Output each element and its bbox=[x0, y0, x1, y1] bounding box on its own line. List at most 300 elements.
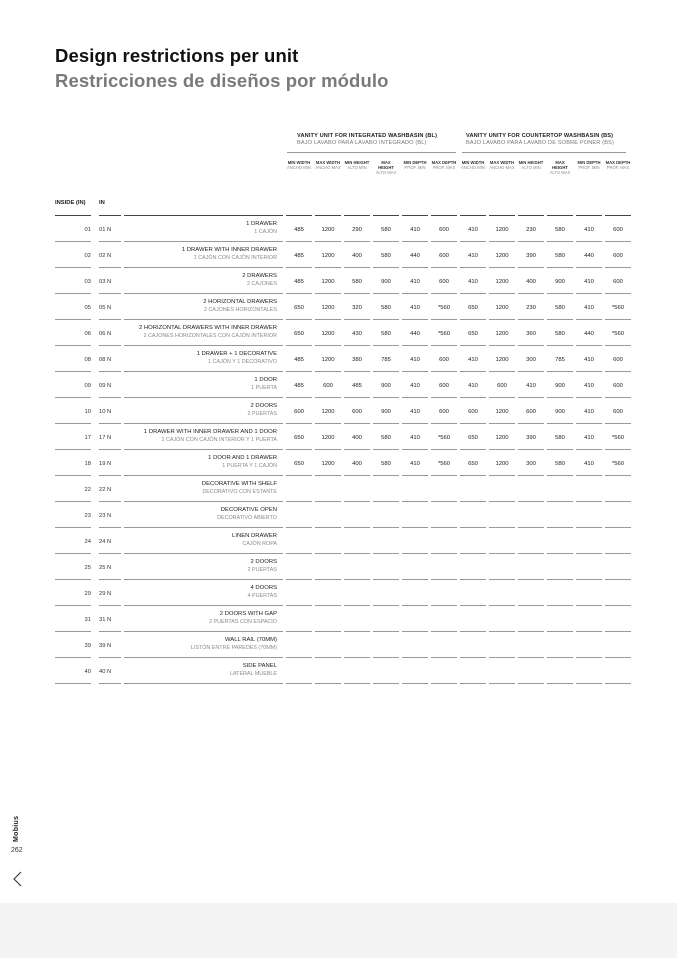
row-rule bbox=[402, 553, 428, 554]
row-rule bbox=[373, 527, 399, 528]
dimension-value: 900 bbox=[381, 279, 391, 285]
unit-name-es: DECORATIVO CON ESTANTE bbox=[202, 488, 277, 495]
column-header bbox=[518, 160, 544, 170]
header-rule bbox=[431, 215, 457, 216]
dimension-value: 390 bbox=[526, 253, 536, 259]
row-rule bbox=[344, 449, 370, 450]
row-rule bbox=[286, 241, 312, 242]
in-code: 02 N bbox=[99, 253, 112, 259]
unit-name-en: 2 HORIZONTAL DRAWERS bbox=[203, 299, 277, 305]
group-title-en: VANITY UNIT FOR INTEGRATED WASHBASIN (BL) bbox=[297, 133, 438, 139]
row-rule bbox=[547, 397, 573, 398]
row-rule bbox=[315, 631, 341, 632]
row-rule bbox=[344, 423, 370, 424]
dimension-value: 600 bbox=[439, 383, 449, 389]
row-rule bbox=[605, 397, 631, 398]
dimension-value: 410 bbox=[468, 383, 478, 389]
unit-name-es: 2 CAJONES HORIZONTALES bbox=[204, 306, 277, 313]
dimension-value: 600 bbox=[468, 409, 478, 415]
header-rule bbox=[460, 215, 486, 216]
dimension-value: 400 bbox=[352, 435, 362, 441]
row-rule bbox=[55, 475, 91, 476]
row-rule bbox=[373, 553, 399, 554]
row-rule bbox=[373, 605, 399, 606]
dimension-value: 650 bbox=[294, 305, 304, 311]
row-rule bbox=[431, 293, 457, 294]
header-rule bbox=[344, 215, 370, 216]
row-rule bbox=[55, 605, 91, 606]
row-rule bbox=[489, 527, 515, 528]
row-rule bbox=[576, 345, 602, 346]
row-rule bbox=[286, 319, 312, 320]
dimension-value: 785 bbox=[381, 357, 391, 363]
dimension-value: 1200 bbox=[321, 279, 335, 285]
row-rule bbox=[402, 267, 428, 268]
row-rule bbox=[373, 423, 399, 424]
dimension-value: *560 bbox=[611, 305, 625, 311]
dimension-value: 580 bbox=[352, 279, 362, 285]
row-rule bbox=[124, 501, 283, 502]
column-header-es: ALTO MIN bbox=[347, 165, 367, 171]
row-rule bbox=[518, 475, 544, 476]
row-rule bbox=[124, 319, 283, 320]
row-rule bbox=[431, 423, 457, 424]
row-rule bbox=[286, 553, 312, 554]
row-rule bbox=[547, 683, 573, 684]
row-rule bbox=[460, 475, 486, 476]
row-rule bbox=[518, 631, 544, 632]
in-code: 25 N bbox=[99, 565, 112, 571]
row-rule bbox=[373, 371, 399, 372]
unit-description bbox=[124, 221, 277, 236]
row-rule bbox=[402, 397, 428, 398]
row-rule bbox=[99, 267, 121, 268]
dimension-value: 485 bbox=[294, 383, 304, 389]
dimension-value: 1200 bbox=[321, 305, 335, 311]
dimension-value: 1200 bbox=[495, 305, 509, 311]
unit-name-en: 2 DOORS WITH GAP bbox=[219, 611, 277, 617]
inside-label: INSIDE (IN) bbox=[55, 200, 86, 206]
row-rule bbox=[605, 475, 631, 476]
row-rule bbox=[518, 579, 544, 580]
row-rule bbox=[547, 241, 573, 242]
row-rule bbox=[460, 241, 486, 242]
inside-code: 10 bbox=[84, 409, 91, 415]
dimension-value: 900 bbox=[555, 279, 565, 285]
dimension-value: 600 bbox=[613, 253, 623, 259]
column-header bbox=[460, 160, 486, 170]
dimension-value: 650 bbox=[294, 461, 304, 467]
row-rule bbox=[286, 397, 312, 398]
row-rule bbox=[402, 345, 428, 346]
row-rule bbox=[99, 683, 121, 684]
in-code: 08 N bbox=[99, 357, 112, 363]
dimension-value: 485 bbox=[294, 357, 304, 363]
dimension-value: 380 bbox=[352, 357, 362, 363]
unit-name-es: 1 CAJÓN CON CAJÓN INTERIOR bbox=[193, 254, 277, 261]
dimension-value: 230 bbox=[526, 227, 536, 233]
dimension-value: 410 bbox=[584, 357, 594, 363]
row-rule bbox=[431, 579, 457, 580]
row-rule bbox=[431, 501, 457, 502]
dimension-value: 600 bbox=[439, 409, 449, 415]
row-rule bbox=[99, 397, 121, 398]
row-rule bbox=[576, 475, 602, 476]
unit-name-es: 2 CAJONES HORIZONTALES CON CAJÓN INTERIOR bbox=[143, 332, 277, 339]
row-rule bbox=[55, 579, 91, 580]
header-rule bbox=[286, 215, 312, 216]
row-rule bbox=[518, 605, 544, 606]
dimension-value: 485 bbox=[352, 383, 362, 389]
row-rule bbox=[431, 553, 457, 554]
column-header-es: ANCHO MIN bbox=[461, 165, 485, 171]
column-header-en: MAX HEIGHT bbox=[378, 160, 394, 171]
dimension-value: 650 bbox=[294, 435, 304, 441]
row-rule bbox=[518, 345, 544, 346]
unit-description bbox=[124, 299, 277, 314]
unit-name-en: 2 DOORS bbox=[250, 559, 277, 565]
header-rule bbox=[124, 215, 283, 216]
dimension-value: 580 bbox=[381, 331, 391, 337]
row-rule bbox=[489, 345, 515, 346]
header-rule bbox=[489, 215, 515, 216]
row-rule bbox=[431, 527, 457, 528]
row-rule bbox=[99, 371, 121, 372]
row-rule bbox=[518, 293, 544, 294]
unit-description bbox=[124, 533, 277, 548]
row-rule bbox=[431, 475, 457, 476]
row-rule bbox=[402, 423, 428, 424]
unit-name-en: 1 DRAWER + 1 DECORATIVE bbox=[196, 351, 277, 357]
column-header-es: PROF. MAX bbox=[432, 165, 456, 171]
row-rule bbox=[547, 319, 573, 320]
row-rule bbox=[373, 683, 399, 684]
unit-description bbox=[124, 455, 277, 470]
unit-name-es: 4 PUERTAS bbox=[247, 592, 277, 599]
row-rule bbox=[344, 319, 370, 320]
unit-name-en: 1 DOOR AND 1 DRAWER bbox=[208, 455, 277, 461]
unit-name-en: WALL RAIL (70MM) bbox=[224, 637, 277, 643]
column-header bbox=[315, 160, 341, 170]
dimension-value: 650 bbox=[294, 331, 304, 337]
row-rule bbox=[315, 449, 341, 450]
row-rule bbox=[518, 501, 544, 502]
header-rule bbox=[373, 215, 399, 216]
dimension-value: 600 bbox=[526, 409, 536, 415]
unit-description bbox=[124, 611, 277, 626]
brand-label: Mobius bbox=[13, 815, 20, 842]
row-rule bbox=[431, 345, 457, 346]
row-rule bbox=[431, 683, 457, 684]
dimension-value: 410 bbox=[410, 383, 420, 389]
row-rule bbox=[373, 631, 399, 632]
row-rule bbox=[286, 501, 312, 502]
row-rule bbox=[373, 345, 399, 346]
row-rule bbox=[605, 631, 631, 632]
unit-name-es: 1 PUERTA Y 1 CAJÓN bbox=[222, 462, 277, 469]
page-number: 262 bbox=[11, 847, 23, 854]
row-rule bbox=[489, 605, 515, 606]
row-rule bbox=[55, 241, 91, 242]
row-rule bbox=[605, 605, 631, 606]
unit-name-es: DECORATIVO ABIERTO bbox=[217, 514, 277, 521]
row-rule bbox=[124, 293, 283, 294]
row-rule bbox=[99, 241, 121, 242]
unit-description bbox=[124, 325, 277, 340]
dimension-value: 1200 bbox=[495, 279, 509, 285]
unit-name-en: 1 DOOR bbox=[254, 377, 277, 383]
row-rule bbox=[344, 605, 370, 606]
unit-description bbox=[124, 351, 277, 366]
in-code: 29 N bbox=[99, 591, 112, 597]
row-rule bbox=[315, 423, 341, 424]
unit-name-es: 2 PUERTAS bbox=[247, 410, 277, 417]
inside-code: 39 bbox=[84, 643, 91, 649]
in-code: 40 N bbox=[99, 669, 112, 675]
row-rule bbox=[315, 371, 341, 372]
row-rule bbox=[99, 553, 121, 554]
inside-code: 22 bbox=[84, 487, 91, 493]
row-rule bbox=[431, 371, 457, 372]
header-rule bbox=[576, 215, 602, 216]
dimension-value: 410 bbox=[584, 409, 594, 415]
row-rule bbox=[315, 579, 341, 580]
dimension-value: 600 bbox=[497, 383, 507, 389]
row-rule bbox=[576, 267, 602, 268]
inside-code: 06 bbox=[84, 331, 91, 337]
row-rule bbox=[315, 475, 341, 476]
row-rule bbox=[460, 527, 486, 528]
row-rule bbox=[402, 683, 428, 684]
row-rule bbox=[431, 631, 457, 632]
row-rule bbox=[99, 449, 121, 450]
row-rule bbox=[315, 397, 341, 398]
row-rule bbox=[547, 501, 573, 502]
row-rule bbox=[99, 657, 121, 658]
row-rule bbox=[460, 579, 486, 580]
dimension-value: 410 bbox=[410, 357, 420, 363]
group-header-bs bbox=[466, 133, 614, 146]
row-rule bbox=[576, 501, 602, 502]
row-rule bbox=[489, 657, 515, 658]
row-rule bbox=[431, 605, 457, 606]
dimension-value: 650 bbox=[468, 461, 478, 467]
dimension-value: 410 bbox=[584, 383, 594, 389]
dimension-value: 580 bbox=[381, 305, 391, 311]
dimension-value: 600 bbox=[613, 357, 623, 363]
dimension-value: 410 bbox=[410, 435, 420, 441]
unit-name-es: 1 PUERTA bbox=[251, 384, 277, 391]
row-rule bbox=[518, 683, 544, 684]
column-header-en: MAX WIDTH bbox=[315, 160, 341, 165]
column-header-en: MAX DEPTH bbox=[431, 160, 457, 165]
row-rule bbox=[576, 449, 602, 450]
dimension-value: 600 bbox=[439, 279, 449, 285]
dimension-value: 600 bbox=[613, 279, 623, 285]
row-rule bbox=[99, 293, 121, 294]
dimension-value: 900 bbox=[555, 409, 565, 415]
row-rule bbox=[489, 371, 515, 372]
row-rule bbox=[286, 657, 312, 658]
row-rule bbox=[286, 449, 312, 450]
row-rule bbox=[547, 605, 573, 606]
row-rule bbox=[576, 527, 602, 528]
in-code: 01 N bbox=[99, 227, 112, 233]
unit-description bbox=[124, 663, 277, 678]
dimension-value: 580 bbox=[555, 305, 565, 311]
row-rule bbox=[373, 657, 399, 658]
footer-band bbox=[0, 903, 677, 958]
unit-description bbox=[124, 377, 277, 392]
dimension-value: 580 bbox=[381, 435, 391, 441]
group-header-bl bbox=[297, 133, 437, 146]
dimension-value: 600 bbox=[613, 409, 623, 415]
column-header bbox=[344, 160, 370, 170]
row-rule bbox=[373, 319, 399, 320]
row-rule bbox=[344, 631, 370, 632]
unit-description bbox=[124, 507, 277, 522]
dimension-value: 1200 bbox=[495, 227, 509, 233]
row-rule bbox=[605, 319, 631, 320]
unit-description bbox=[124, 585, 277, 600]
row-rule bbox=[286, 293, 312, 294]
row-rule bbox=[402, 605, 428, 606]
row-rule bbox=[518, 657, 544, 658]
row-rule bbox=[605, 449, 631, 450]
row-rule bbox=[431, 397, 457, 398]
inside-code: 03 bbox=[84, 279, 91, 285]
dimension-value: 650 bbox=[468, 435, 478, 441]
row-rule bbox=[315, 241, 341, 242]
row-rule bbox=[373, 293, 399, 294]
unit-description bbox=[124, 273, 277, 288]
column-header bbox=[431, 160, 457, 170]
dimension-value: 900 bbox=[381, 409, 391, 415]
dimension-value: 1200 bbox=[321, 409, 335, 415]
row-rule bbox=[286, 579, 312, 580]
row-rule bbox=[547, 293, 573, 294]
inside-code: 02 bbox=[84, 253, 91, 259]
dimension-value: 410 bbox=[410, 227, 420, 233]
row-rule bbox=[402, 449, 428, 450]
row-rule bbox=[460, 267, 486, 268]
row-rule bbox=[605, 683, 631, 684]
unit-name-en: 2 DRAWERS bbox=[242, 273, 277, 279]
page-title: Design restrictions per unit bbox=[55, 45, 299, 66]
dimension-value: 410 bbox=[468, 279, 478, 285]
dimension-value: 400 bbox=[352, 461, 362, 467]
dimension-value: 400 bbox=[352, 253, 362, 259]
row-rule bbox=[605, 371, 631, 372]
row-rule bbox=[402, 319, 428, 320]
row-rule bbox=[576, 579, 602, 580]
dimension-value: 410 bbox=[584, 279, 594, 285]
row-rule bbox=[286, 527, 312, 528]
row-rule bbox=[605, 241, 631, 242]
row-rule bbox=[344, 371, 370, 372]
row-rule bbox=[55, 683, 91, 684]
column-header-es: ALTO MAX bbox=[375, 170, 397, 176]
column-header bbox=[605, 160, 631, 170]
dimension-value: 785 bbox=[555, 357, 565, 363]
row-rule bbox=[344, 241, 370, 242]
column-header-en: MAX WIDTH bbox=[489, 160, 515, 165]
dimension-value: 320 bbox=[352, 305, 362, 311]
row-rule bbox=[605, 553, 631, 554]
row-rule bbox=[99, 423, 121, 424]
in-code: 19 N bbox=[99, 461, 112, 467]
row-rule bbox=[460, 657, 486, 658]
row-rule bbox=[286, 345, 312, 346]
unit-description bbox=[124, 481, 277, 496]
dimension-value: 900 bbox=[555, 383, 565, 389]
dimension-value: 390 bbox=[526, 435, 536, 441]
column-header bbox=[402, 160, 428, 170]
chevron-left-icon[interactable] bbox=[11, 870, 25, 888]
row-rule bbox=[489, 449, 515, 450]
dimension-value: 230 bbox=[526, 305, 536, 311]
row-rule bbox=[315, 293, 341, 294]
unit-description bbox=[124, 247, 277, 262]
dimension-value: 440 bbox=[584, 331, 594, 337]
row-rule bbox=[124, 527, 283, 528]
dimension-value: 440 bbox=[410, 331, 420, 337]
dimension-value: 430 bbox=[352, 331, 362, 337]
row-rule bbox=[489, 475, 515, 476]
header-rule bbox=[547, 215, 573, 216]
dimension-value: 1200 bbox=[495, 331, 509, 337]
row-rule bbox=[605, 657, 631, 658]
row-rule bbox=[344, 475, 370, 476]
row-rule bbox=[460, 371, 486, 372]
inside-code: 08 bbox=[84, 357, 91, 363]
column-header-en: MIN DEPTH bbox=[403, 160, 427, 165]
row-rule bbox=[431, 657, 457, 658]
row-rule bbox=[489, 241, 515, 242]
dimension-value: 580 bbox=[381, 461, 391, 467]
row-rule bbox=[489, 423, 515, 424]
row-rule bbox=[55, 657, 91, 658]
dimension-value: *560 bbox=[437, 435, 451, 441]
row-rule bbox=[576, 631, 602, 632]
dimension-value: 1200 bbox=[495, 461, 509, 467]
in-code: 05 N bbox=[99, 305, 112, 311]
in-code: 24 N bbox=[99, 539, 112, 545]
row-rule bbox=[344, 553, 370, 554]
row-rule bbox=[286, 605, 312, 606]
inside-code: 40 bbox=[84, 669, 91, 675]
row-rule bbox=[315, 553, 341, 554]
row-rule bbox=[518, 449, 544, 450]
row-rule bbox=[460, 397, 486, 398]
unit-name-en: LINEN DRAWER bbox=[232, 533, 277, 539]
row-rule bbox=[55, 501, 91, 502]
inside-code: 18 bbox=[84, 461, 91, 467]
dimension-value: 410 bbox=[410, 461, 420, 467]
row-rule bbox=[576, 241, 602, 242]
row-rule bbox=[55, 527, 91, 528]
inside-code: 01 bbox=[84, 227, 91, 233]
dimension-value: 290 bbox=[352, 227, 362, 233]
dimension-value: 1200 bbox=[321, 435, 335, 441]
row-rule bbox=[431, 319, 457, 320]
dimension-value: 440 bbox=[584, 253, 594, 259]
row-rule bbox=[402, 657, 428, 658]
dimension-value: *560 bbox=[437, 461, 451, 467]
dimension-value: 410 bbox=[584, 227, 594, 233]
row-rule bbox=[344, 501, 370, 502]
row-rule bbox=[489, 293, 515, 294]
